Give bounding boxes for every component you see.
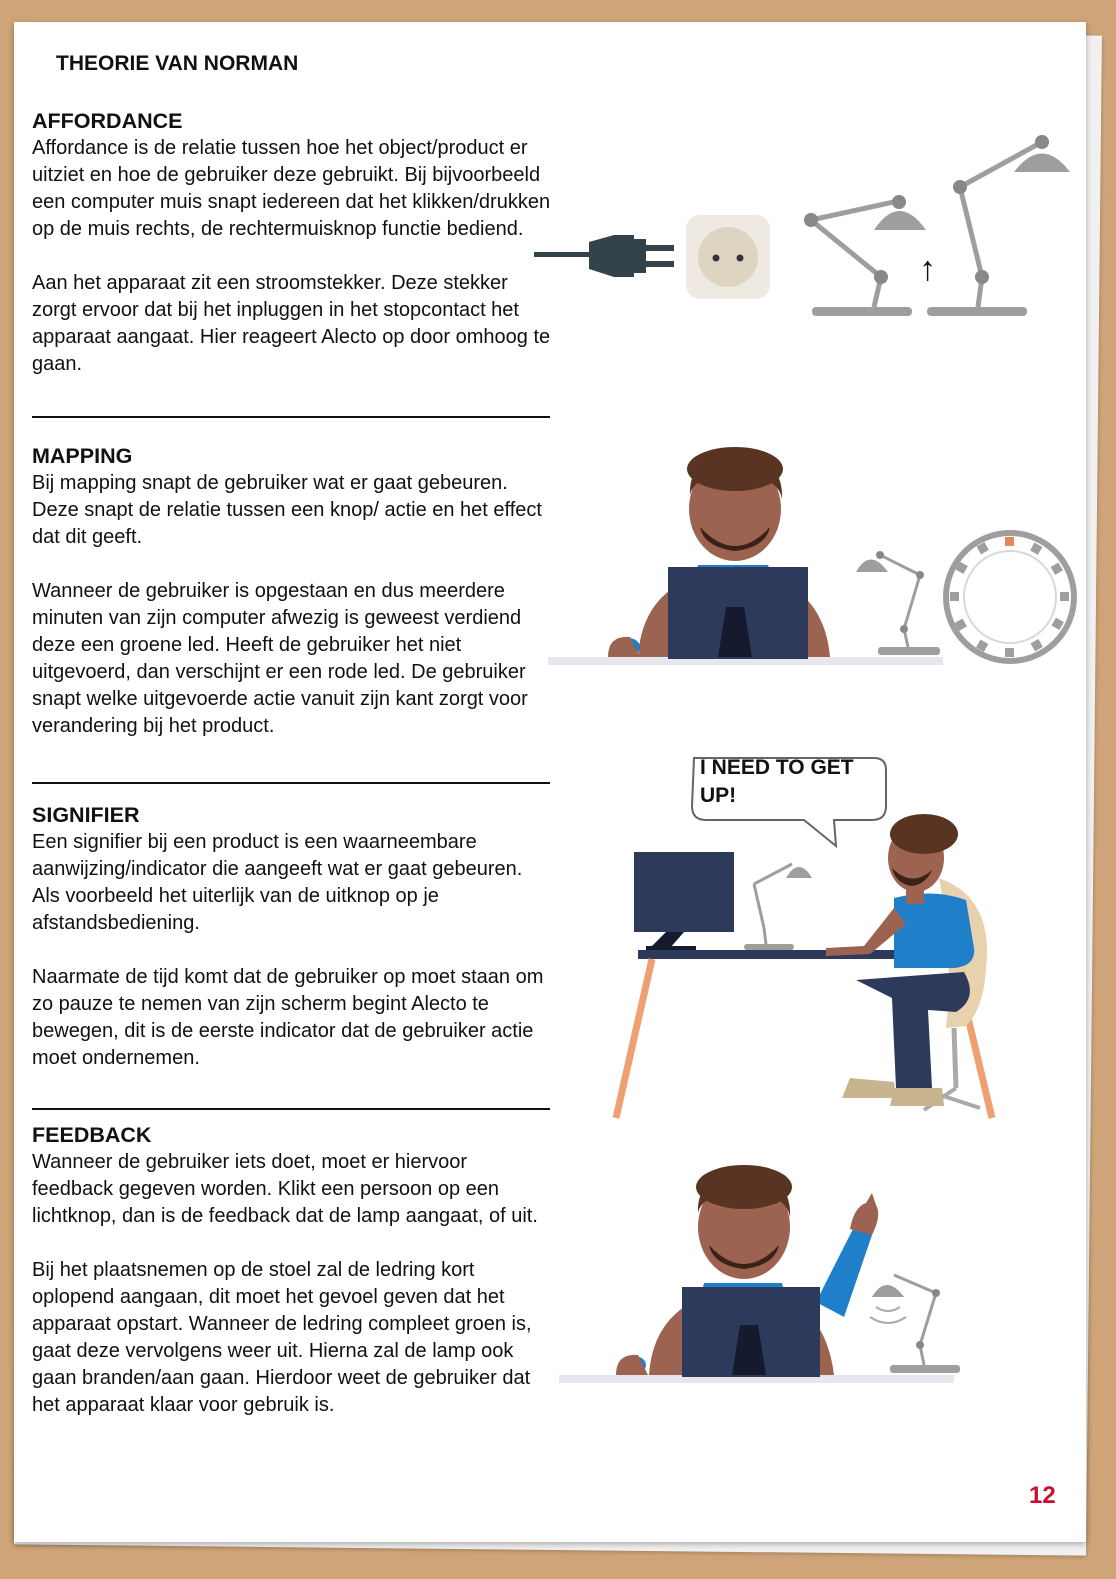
section-feedback: [32, 1122, 552, 1419]
section-paragraph: Bij het plaatsnemen op de stoel zal de ledring kort oplopend aangaan, dit moet het gevoel geven dat het apparaat opstart. Wanneer de ledring compleet groen is, gaat deze vervolgens weer uit. Hierna zal de lamp ook gaan branden/aan gaan. Hierdoor weet de gebruiker dat het apparaat klaar voor gebruik is.: [32, 1259, 532, 1416]
section-divider: [32, 782, 550, 784]
person-icon: [826, 814, 987, 1110]
plug-socket-lamp-illustration: [534, 127, 1074, 327]
section-title: MAPPING: [32, 444, 133, 468]
section-paragraph: Een signifier bij een product is een waarneembare aanwijzing/indicator die aangeeft wat er gaat gebeuren. Als voorbeeld het uiterlijk van de uitknop op je afstandsbediening.: [32, 831, 523, 934]
desk-lamp-icon: [870, 1275, 960, 1373]
section-signifier: [32, 802, 552, 1072]
section-title: SIGNIFIER: [32, 803, 140, 827]
socket-icon: [686, 215, 770, 299]
up-arrow-icon: ↑: [919, 250, 936, 288]
section-paragraph: Naarmate de tijd komt dat de gebruiker op moet staan om zo pauze te nemen van zijn scherm begint Alecto te bewegen, dit is de eerste indicator dat de gebruiker actie moet ondernemen.: [32, 966, 544, 1069]
speech-bubble-text: I NEED TO GET UP!: [700, 756, 854, 807]
person-raising-hand-illustration: [554, 1157, 974, 1387]
page-title: THEORIE VAN NORMAN: [56, 52, 299, 75]
page-number: 12: [1029, 1482, 1056, 1509]
section-paragraph: Wanneer de gebruiker is opgestaan en dus meerdere minuten van zijn computer afwezig is geweest verdiend deze een groene led. Heeft de gebruiker het niet uitgevoerd, dan verschijnt er een rode led. De gebruiker snapt welke uitgevoerde actie vanuit zijn kant zorgt voor verandering bij het product.: [32, 580, 528, 737]
monitor-icon: [668, 567, 808, 659]
lamp-lowered-icon: [804, 195, 926, 316]
section-divider: [32, 416, 550, 418]
monitor-icon: [682, 1287, 820, 1377]
section-paragraph: Aan het apparaat zit een stroomstekker. Deze stekker zorgt ervoor dat bij het inpluggen in het stopcontact het apparaat aangaat. Hier reageert Alecto op door omhoog te gaan.: [32, 272, 551, 375]
desk-lamp-icon: [744, 864, 812, 950]
section-affordance: [32, 108, 552, 378]
section-paragraph: Bij mapping snapt de gebruiker wat er gaat gebeuren. Deze snapt de relatie tussen een knop/ actie en het effect dat dit geeft.: [32, 472, 542, 548]
section-title: FEEDBACK: [32, 1123, 152, 1147]
led-ring-icon: [946, 533, 1074, 661]
section-mapping: [32, 443, 552, 740]
section-paragraph: Wanneer de gebruiker iets doet, moet er hiervoor feedback gegeven worden. Klikt een persoon op een lichtknop, dan is de feedback dat de lamp aangaat, of uit.: [32, 1151, 538, 1227]
monitor-icon: [634, 852, 734, 951]
section-title: AFFORDANCE: [32, 109, 183, 133]
lamp-raised-icon: [927, 135, 1070, 316]
person-monitor-ledring-illustration: [548, 447, 1088, 672]
plug-icon: [534, 235, 674, 277]
desk-lamp-icon: [856, 551, 940, 655]
document-page: [14, 22, 1086, 1542]
section-divider: [32, 1108, 550, 1110]
section-paragraph: Affordance is de relatie tussen hoe het object/product er uitziet en hoe de gebruiker deze gebruikt. Bij bijvoorbeeld een computer muis snapt iedereen dat het klikken/drukken op de muis rechts, de rechtermuisknop functie bediend.: [32, 137, 551, 240]
